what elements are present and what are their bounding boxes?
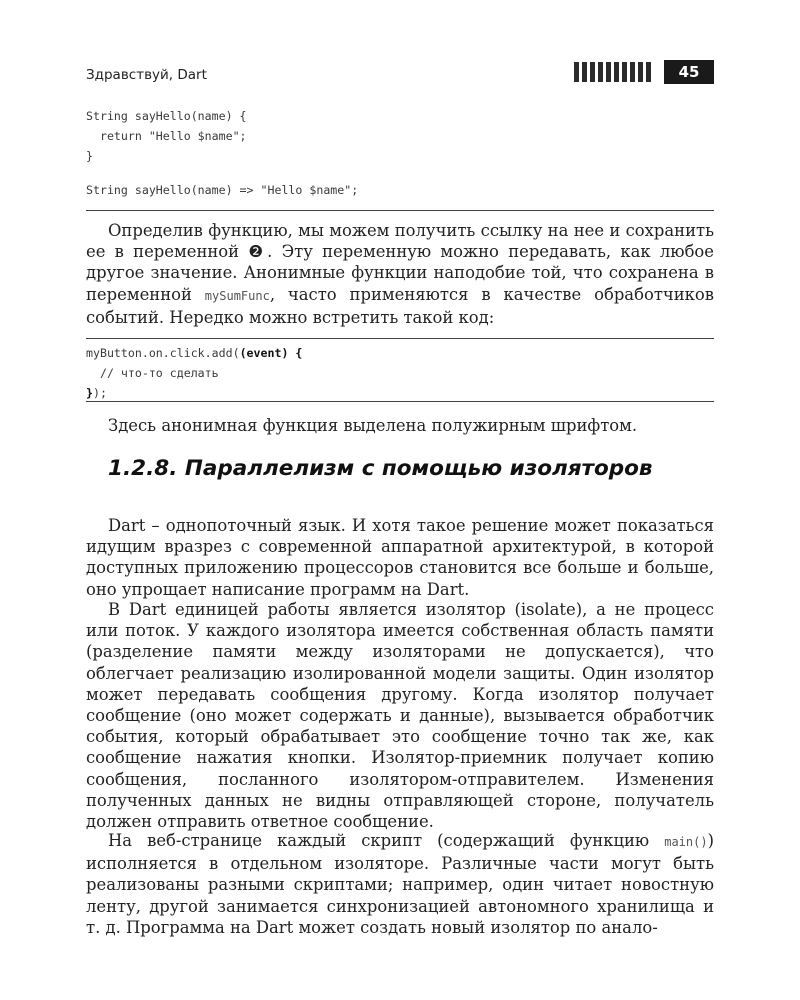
code-text: myButton.on.click.add( bbox=[86, 346, 240, 360]
paragraph-text: , часто применяются в качестве обработчиков событий. Нередко можно встретить такой код: bbox=[86, 284, 714, 327]
paragraph-anonymous-note: Здесь анонимная функция выделена полужирным шрифтом. bbox=[108, 416, 638, 435]
divider-rule bbox=[86, 210, 714, 211]
code-line: return "Hello $name"; bbox=[86, 129, 247, 143]
divider-rule bbox=[86, 401, 714, 402]
divider-rule bbox=[86, 338, 714, 339]
code-comment: // что-то сделать bbox=[86, 366, 219, 380]
page-number: 45 bbox=[664, 60, 714, 84]
paragraph-isolates: В Dart единицей работы является изолятор (isolate), а не процесс или поток. У каждого изолятора имеется собственная область памяти (разделение памяти между изоляторами не допускается), что облегчает реализацию изолированной модели защиты. Один изолятор может передавать сообщения другому. Когда изолятор получает сообщение (оно может содержать и данные), вызывается обработчик события, который обрабатывает это сообщение точно так же, как сообщение нажатия кнопки. Изолятор-приемник получает копию сообщения, посланного изолятором-отправителем. Изменения полученных данных не видны отправляющей стороне, получатель должен отправить ответное сообщение. bbox=[86, 600, 714, 832]
paragraph-text: ) исполняется в отдельном изоляторе. Различные части могут быть реализованы разными скриптами; например, один читает новостную ленту, другой занимается синхронизацией автономного хранилища и т. д. Программа на Dart может создать новый изолятор по анало- bbox=[86, 831, 714, 937]
code-line: String sayHello(name) { bbox=[86, 109, 247, 123]
code-line: } bbox=[86, 149, 93, 163]
code-block-event-handler bbox=[86, 343, 302, 403]
code-line: String sayHello(name) => "Hello $name"; bbox=[86, 183, 359, 197]
paragraph-single-thread: Dart – однопоточный язык. И хотя такое решение может показаться идущим вразрез с современной аппаратной архитектурой, в которой доступных приложению процессоров становится все больше и больше, оно упрощает написание программ на Dart. bbox=[86, 516, 714, 599]
code-block-say-hello bbox=[86, 106, 247, 166]
paragraph-web-page-scripts bbox=[86, 830, 714, 938]
code-text-bold: (event) { bbox=[239, 346, 303, 360]
code-text: ); bbox=[92, 386, 107, 400]
paragraph-text: На веб-странице каждый скрипт (содержащий функцию bbox=[108, 831, 665, 850]
paragraph-text: Определив функцию, мы можем получить ссылку на нее и сохранить ее в переменной ❷. Эту переменную можно передавать, как любое другое значение. Анонимные функции наподобие той, что сохранена в переменной bbox=[86, 221, 714, 304]
paragraph-function-reference bbox=[86, 220, 714, 328]
header-stripes-decoration bbox=[574, 62, 654, 82]
code-text-bold: } bbox=[86, 386, 93, 400]
running-header bbox=[86, 58, 714, 88]
section-heading: 1.2.8. Параллелизм с помощью изоляторов bbox=[108, 456, 653, 481]
inline-code: mySumFunc bbox=[204, 288, 270, 303]
inline-code: main() bbox=[664, 835, 708, 849]
running-title: Здравствуй, Dart bbox=[86, 67, 207, 83]
code-block-say-hello-arrow bbox=[86, 180, 358, 200]
